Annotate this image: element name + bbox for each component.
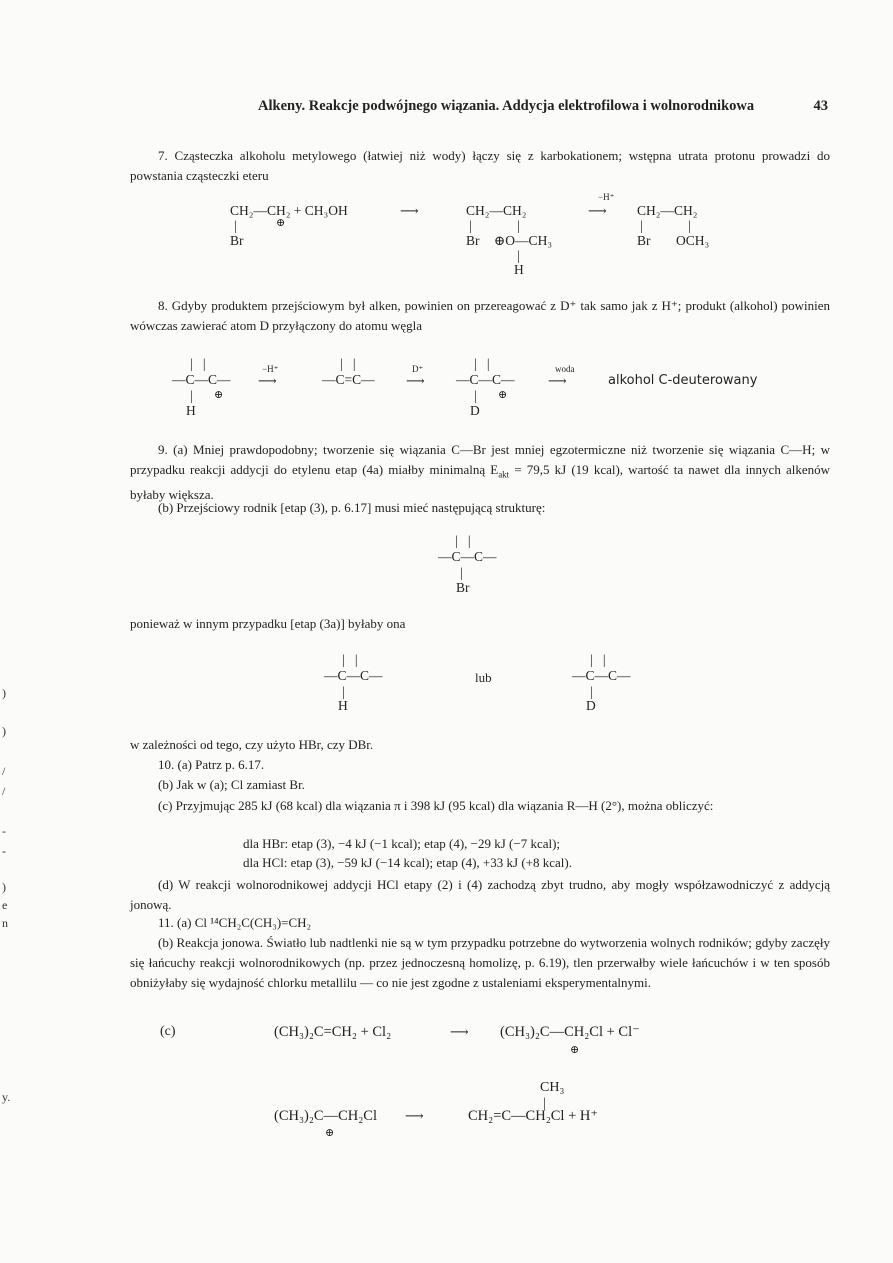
methoxy-group: OCH₃ <box>676 233 710 248</box>
item-9a-text <box>130 440 830 505</box>
item-8-text: 8. Gdyby produktem przejściowym był alken, powinien on przereagować z D⁺ tak samo jak z H⁺; produkt (alkohol) powinien wówczas zawierać atom D przyłączony do atomu węgla <box>130 298 830 333</box>
page-number: 43 <box>813 98 828 114</box>
bond-line: | <box>474 388 477 403</box>
bond-line: | | <box>590 652 606 667</box>
deuterium-label: D <box>586 698 596 713</box>
item-9a-main: 9. (a) Mniej prawdopodobny; tworzenie się wiązania C—Br jest mniej egzotermiczne niż tworzenie się wiązania C—H; w przypadku reakcji addycji do etylenu etap (4a) miałby minimalną E <box>130 442 830 477</box>
arrow-label: −H⁺ <box>598 192 615 202</box>
margin-mark: ) <box>2 724 6 738</box>
reaction-arrow: ⟶ <box>258 373 277 388</box>
radical-structure: —C—C— <box>438 549 497 564</box>
reaction1-reactants: (CH₃)₂C=CH₂ + Cl₂ <box>274 1024 392 1040</box>
header-title: Alkeny. Reakcje podwójnego wiązania. Addycja elektrofilowa i wolnorodnikowa <box>258 98 755 114</box>
cation-structure: —C—C— <box>172 372 231 387</box>
hcl-values: dla HCl: etap (3), −59 kJ (−14 kcal); etap (4), +33 kJ (+8 kcal). <box>243 855 572 870</box>
margin-mark: ) <box>2 880 6 894</box>
ether-formula: CH₂—CH₂ <box>637 203 698 218</box>
reactant-formula: CH₂—CH₂ + CH₃OH <box>230 203 348 218</box>
bond-line: | | <box>474 356 490 371</box>
bromine-label: Br <box>466 233 480 248</box>
methyl-group: CH₃ <box>540 1080 565 1095</box>
arrow-label: woda <box>555 364 575 374</box>
item-7-text: 7. Cząsteczka alkoholu metylowego (łatwiej niż wody) łączy się z karbokationem; wstępna utrata protonu prowadzi do powstania cząsteczki eteru <box>130 148 830 183</box>
alternative-text: ponieważ w innym przypadku [etap (3a)] byłaby ona <box>130 616 406 631</box>
alkene-structure: —C=C— <box>322 372 375 387</box>
reaction-arrow: ⟶ <box>400 203 419 218</box>
bond-line: | | <box>190 356 206 371</box>
bond-line: | <box>517 248 520 263</box>
oxonium-group: ⊕O—CH₃ <box>494 233 553 248</box>
bond-line: | | <box>342 652 358 667</box>
bond-line: | | <box>455 533 471 548</box>
radical-h-structure: —C—C— <box>324 668 383 683</box>
deuterium-label: D <box>470 403 480 418</box>
margin-mark: n <box>2 916 8 930</box>
arrow-label: D⁺ <box>412 364 424 374</box>
item-9b-text: (b) Przejściowy rodnik [etap (3), p. 6.17] musi mieć następującą strukturę: <box>158 500 546 515</box>
energy-subscript: akt <box>498 469 510 480</box>
intermediate-formula: CH₂—CH₂ <box>466 203 527 218</box>
running-header <box>258 98 828 115</box>
bromine-label: Br <box>456 580 470 595</box>
item-10a-text: 10. (a) Patrz p. 6.17. <box>158 757 265 772</box>
reaction-arrow: ⟶ <box>450 1024 469 1039</box>
bond-line: | <box>234 218 237 233</box>
bond-line: | <box>517 218 520 233</box>
hydrogen-label: H <box>186 403 196 418</box>
margin-mark: - <box>2 824 6 838</box>
item-11b-text: (b) Reakcja jonowa. Światło lub nadtlenki nie są w tym przypadku potrzebne do wytworzenia wolnych rodników; gdyby zaczęły się łańcuchy reakcji wolnorodnikowych (np. przez jednoczesną homolizę, p. 6.19), tlen przerwałby wiele łańcuchów i w ten sposób obniżyłaby się wydajność chlorku metallilu — co nie jest zgodne z ustaleniami eksperymentalnymi. <box>130 935 830 990</box>
margin-mark: e <box>2 898 8 912</box>
reaction-arrow: ⟶ <box>588 203 607 218</box>
item-11a-text: 11. (a) Cl ¹⁴CH₂C(CH₃)=CH₂ <box>158 915 312 930</box>
margin-mark: ) <box>2 686 6 700</box>
item-11c-label: (c) <box>160 1024 176 1039</box>
bromine-label: Br <box>637 233 651 248</box>
bond-line: | <box>543 1095 546 1110</box>
dependency-text: w zależności od tego, czy użyto HBr, czy DBr. <box>130 737 374 752</box>
reaction-arrow: ⟶ <box>406 373 425 388</box>
bond-line: | <box>190 388 193 403</box>
item-9a-end: = 79,5 kJ (19 kcal), wartość ta nawet dla innych alkenów byłaby większa. <box>130 462 830 502</box>
lub-label: lub <box>475 670 492 685</box>
margin-mark: / <box>2 764 6 778</box>
item-10c-text: (c) Przyjmując 285 kJ (68 kcal) dla wiązania π i 398 kJ (95 kcal) dla wiązania R—H (2°), można obliczyć: <box>158 798 714 813</box>
hbr-values: dla HBr: etap (3), −4 kJ (−1 kcal); etap (4), −29 kJ (−7 kcal); <box>243 836 561 851</box>
margin-mark: / <box>2 784 6 798</box>
cation-charge: ⊕ <box>498 389 508 401</box>
margin-mark: y. <box>2 1090 11 1104</box>
reaction-arrow: ⟶ <box>548 373 567 388</box>
bond-line: | <box>469 218 472 233</box>
bond-line: | | <box>340 356 356 371</box>
bond-line: | <box>342 684 345 699</box>
cation-charge: ⊕ <box>276 217 286 229</box>
item-10b-text: (b) Jak w (a); Cl zamiast Br. <box>158 777 305 792</box>
deuterated-cation: —C—C— <box>456 372 515 387</box>
reaction-arrow: ⟶ <box>405 1108 424 1123</box>
reaction1-products: (CH₃)₂C—CH₂Cl + Cl⁻ <box>500 1024 640 1040</box>
cation-charge: ⊕ <box>325 1127 335 1139</box>
radical-d-structure: —C—C— <box>572 668 631 683</box>
cation-charge: ⊕ <box>214 389 224 401</box>
reaction2-products: CH₂=C—CH₂Cl + H⁺ <box>468 1108 598 1124</box>
bond-line: | <box>688 218 691 233</box>
hydrogen-label: H <box>338 698 348 713</box>
margin-mark: - <box>2 844 6 858</box>
bromine-label: Br <box>230 233 244 248</box>
bond-line: | <box>590 684 593 699</box>
item-10d-text: (d) W reakcji wolnorodnikowej addycji HCl etapy (2) i (4) zachodzą zbyt trudno, aby mogły współzawodniczyć z addycją jonową. <box>130 877 830 912</box>
reaction2-reactant: (CH₃)₂C—CH₂Cl <box>274 1108 377 1124</box>
cation-charge: ⊕ <box>570 1044 580 1056</box>
arrow-label: −H⁺ <box>262 364 279 374</box>
bond-line: | <box>640 218 643 233</box>
bond-line: | <box>460 565 463 580</box>
product-label: alkohol C-deuterowany <box>608 373 758 388</box>
hydrogen-label: H <box>514 262 524 277</box>
